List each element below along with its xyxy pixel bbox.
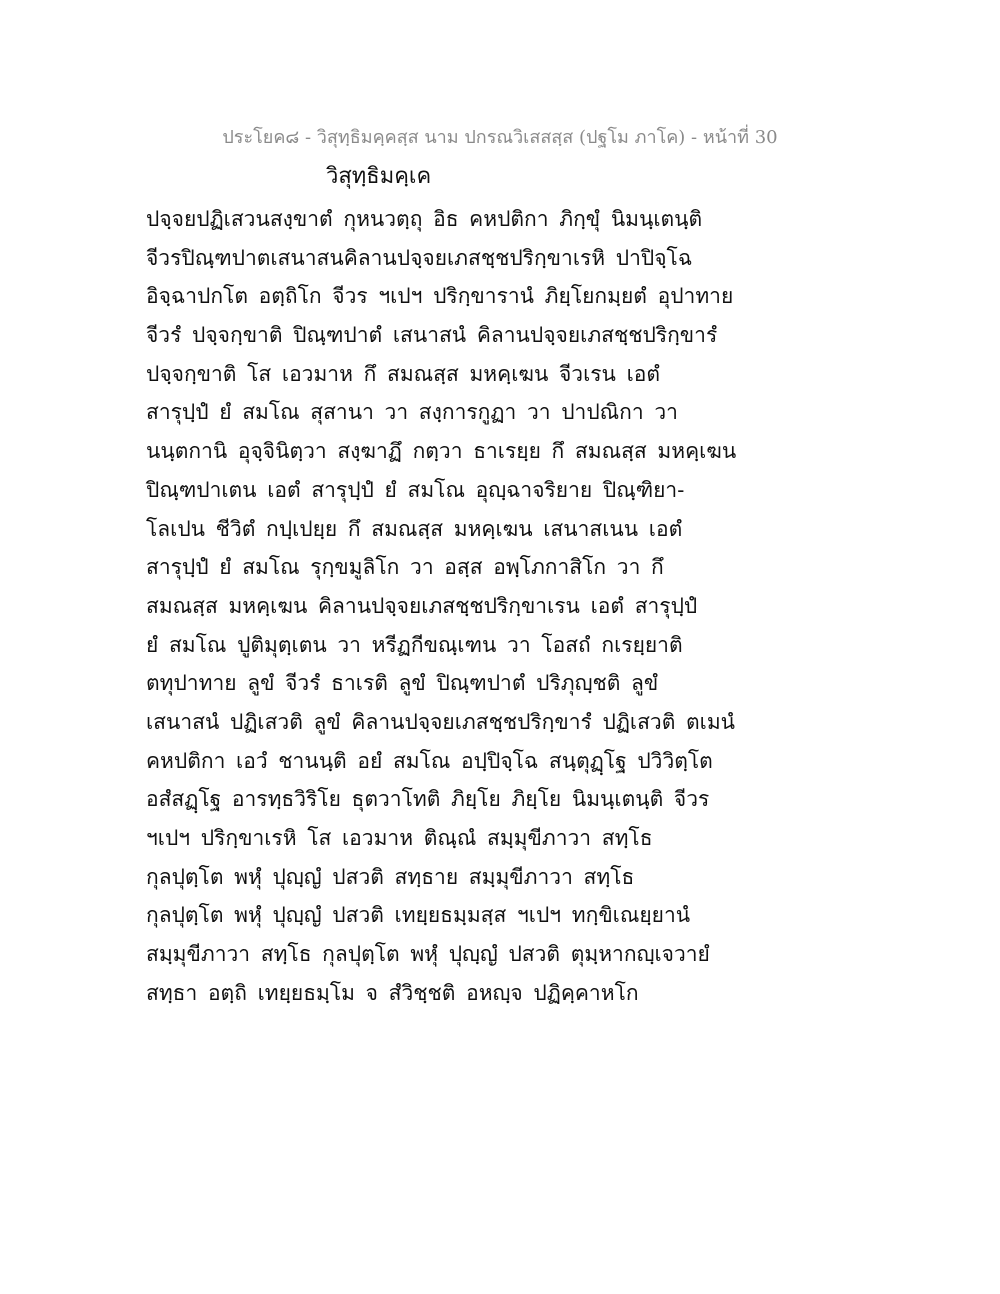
- text-line: ปจฺจกฺขาติ โส เอวมาห กึ สมณสฺส มหคฺเฆน จีวเรน เอตํ: [146, 361, 661, 386]
- body-text: [146, 200, 737, 1012]
- text-line: สารุปฺปํ ยํ สมโณ สุสานา วา สงฺการกูฏา วา ปาปณิกา วา: [146, 400, 678, 425]
- text-line: สมฺมุขีภาวา สทฺโธ กุลปุตฺโต พหุํ ปุญฺญํ ปสวติ ตุมฺหากญฺเจวายํ: [146, 942, 710, 967]
- running-header: ประโยค๘ - วิสุทฺธิมคฺคสฺส นาม ปกรณวิเสสสฺส (ปฐโม ภาโค) - หน้าที่ 30: [222, 127, 778, 148]
- text-line: ปิณฺฑปาเตน เอตํ สารุปฺปํ ยํ สมโณ อุญฺฉาจริยาย ปิณฺฑิยา-: [146, 477, 685, 502]
- text-line: นนฺตกานิ อุจฺจินิตฺวา สงฺฆาฏึ กตฺวา ธาเรยฺย กึ สมณสฺส มหคฺเฆน: [146, 439, 737, 464]
- text-line: คหปติกา เอวํ ชานนฺติ อยํ สมโณ อปฺปิจฺโฉ สนฺตุฏฺโฐ ปวิวิตฺโต: [146, 748, 713, 773]
- text-line: สทฺธา อตฺถิ เทยฺยธมฺโม จ สํวิชฺชติ อหญฺจ ปฏิคฺคาหโก: [146, 980, 639, 1005]
- text-line: จีวรํ ปจฺจกฺขาติ ปิณฺฑปาตํ เสนาสนํ คิลานปจฺจยเภสชฺชปริกฺขารํ: [146, 323, 718, 348]
- text-line: ฯเปฯ ปริกฺขาเรหิ โส เอวมาห ติณฺณํ สมฺมุขีภาวา สทฺโธ: [146, 826, 653, 850]
- text-line: จีวรปิณฺฑปาตเสนาสนคิลานปจฺจยเภสชฺชปริกฺขาเรหิ ปาปิจฺโฉ: [146, 245, 693, 270]
- text-line: อสํสฏฺโฐ อารทฺธวิริโย ธุตวาโทติ ภิยฺโย ภิยฺโย นิมนฺเตนฺติ จีวร: [146, 787, 710, 812]
- section-title: วิสุทฺธิมคฺเค: [326, 164, 432, 189]
- text-line: เสนาสนํ ปฏิเสวติ ลูขํ คิลานปจฺจยเภสชฺชปริกฺขารํ ปฏิเสวติ ตเมนํ: [146, 709, 736, 734]
- text-line: กุลปุตฺโต พหุํ ปุญฺญํ ปสวติ สทฺธาย สมฺมุขีภาวา สทฺโธ: [146, 864, 635, 889]
- text-line: กุลปุตฺโต พหุํ ปุญฺญํ ปสวติ เทยฺยธมฺมสฺส ฯเปฯ ทกฺขิเณยฺยานํ: [146, 903, 691, 928]
- text-line: สารุปฺปํ ยํ สมโณ รุกฺขมูลิโก วา อสฺส อพฺโภกาสิโก วา กึ: [146, 555, 664, 580]
- text-line: อิจฺฉาปกโต อตฺถิโก จีวร ฯเปฯ ปริกฺขารานํ ภิยฺโยกมฺยตํ อุปาทาย: [146, 284, 734, 309]
- text-line: โลเปน ชีวิตํ กปฺเปยฺย กึ สมณสฺส มหคฺเฆน เสนาสเนน เอตํ: [146, 516, 683, 541]
- text-line: ปจฺจยปฏิเสวนสงฺขาตํ กุหนวตฺถุ อิธ คหปติกา ภิกฺขุํ นิมนฺเตนฺติ: [146, 207, 703, 231]
- text-line: ตทุปาทาย ลูขํ จีวรํ ธาเรติ ลูขํ ปิณฺฑปาตํ ปริภุญฺชติ ลูขํ: [146, 671, 659, 696]
- text-line: ยํ สมโณ ปูติมุตฺเตน วา หรีฏกีขณฺเฑน วา โอสถํ กเรยฺยาติ: [146, 632, 683, 657]
- text-line: สมณสฺส มหคฺเฆน คิลานปจฺจยเภสชฺชปริกฺขาเรน เอตํ สารุปฺปํ: [146, 593, 698, 618]
